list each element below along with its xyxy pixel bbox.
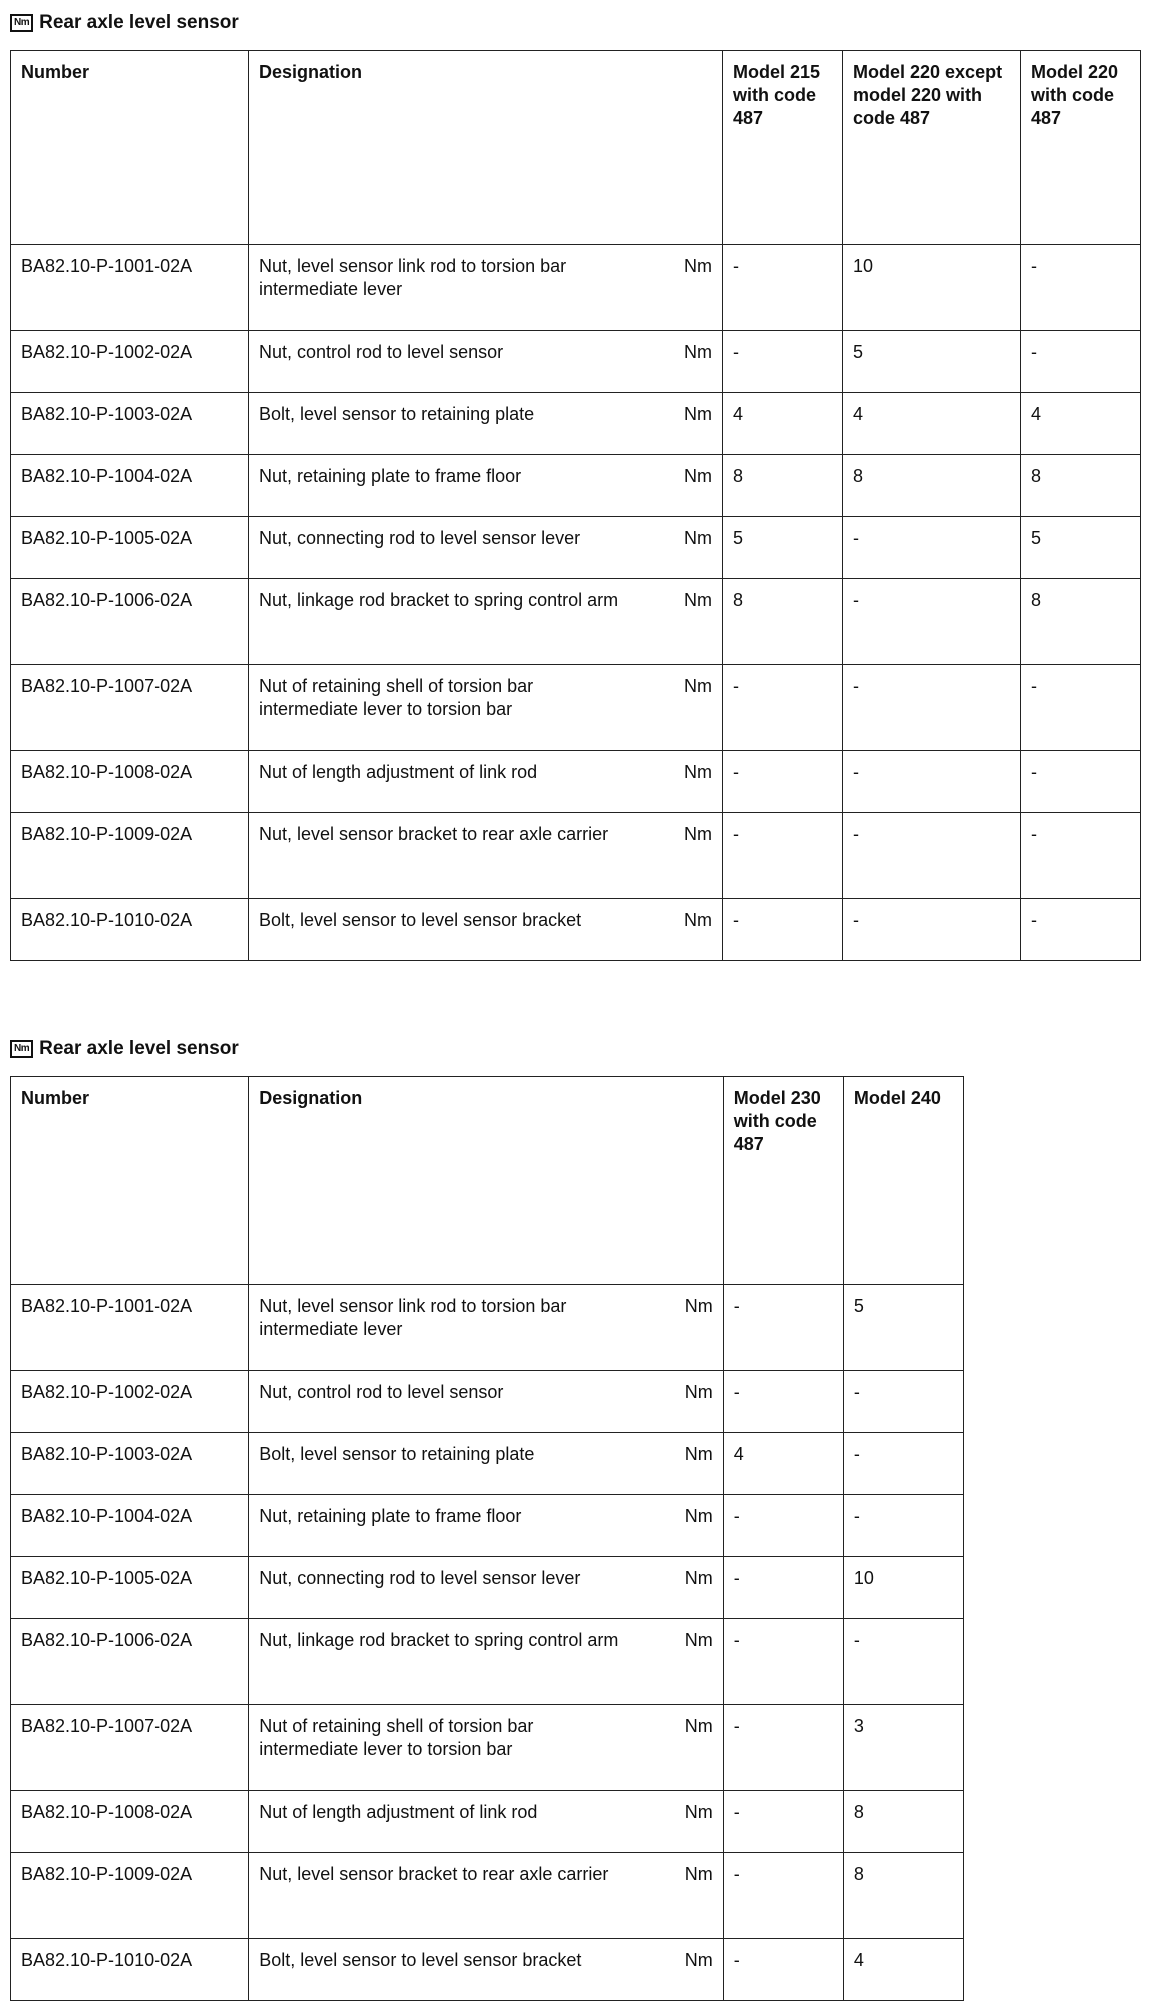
cell-number: BA82.10-P-1002-02A	[11, 331, 249, 393]
cell-number: BA82.10-P-1006-02A	[11, 1619, 249, 1705]
cell-number: BA82.10-P-1007-02A	[11, 665, 249, 751]
designation-text: Nut of length adjustment of link rod	[259, 762, 538, 782]
unit-label: Nm	[684, 466, 712, 486]
cell-torque-value: -	[843, 751, 1021, 813]
cell-torque-value: 8	[723, 579, 843, 665]
table-row	[11, 665, 1141, 751]
header-model: Model 230 with code 487	[723, 1077, 843, 1285]
cell-designation	[249, 813, 723, 899]
table-row	[11, 1557, 964, 1619]
cell-torque-value: 3	[843, 1705, 963, 1791]
cell-torque-value: 8	[843, 1853, 963, 1939]
cell-designation	[249, 1285, 723, 1371]
cell-torque-value: 4	[843, 393, 1021, 455]
designation-text: Bolt, level sensor to level sensor bracket	[259, 1950, 582, 1970]
header-designation: Designation	[249, 1077, 723, 1285]
table-row	[11, 1433, 964, 1495]
header-model: Model 220 with code 487	[1021, 51, 1141, 245]
cell-torque-value: -	[723, 1557, 843, 1619]
cell-torque-value: -	[723, 1285, 843, 1371]
table-row	[11, 517, 1141, 579]
table-row	[11, 245, 1141, 331]
designation-text: Nut, level sensor bracket to rear axle carrier	[259, 824, 609, 844]
cell-designation	[249, 331, 723, 393]
unit-label: Nm	[684, 1506, 713, 1526]
section-title: Rear axle level sensor	[39, 1038, 239, 1059]
cell-designation	[249, 1557, 723, 1619]
unit-label: Nm	[684, 1444, 713, 1464]
designation-text: Nut, connecting rod to level sensor lever	[259, 528, 581, 548]
cell-torque-value: 8	[843, 455, 1021, 517]
cell-number: BA82.10-P-1002-02A	[11, 1371, 249, 1433]
designation-text: Nut, level sensor link rod to torsion bar intermediate lever	[259, 256, 567, 299]
nm-torque-icon: Nm	[10, 1040, 33, 1058]
cell-torque-value: -	[1021, 899, 1141, 961]
table-row	[11, 331, 1141, 393]
unit-label: Nm	[684, 1296, 713, 1316]
cell-torque-value: 4	[723, 393, 843, 455]
table-row	[11, 1791, 964, 1853]
designation-text: Nut of retaining shell of torsion bar intermediate lever to torsion bar	[259, 1716, 534, 1759]
cell-torque-value: -	[843, 1495, 963, 1557]
unit-label: Nm	[684, 1630, 713, 1650]
cell-number: BA82.10-P-1003-02A	[11, 1433, 249, 1495]
cell-number: BA82.10-P-1005-02A	[11, 517, 249, 579]
designation-text: Bolt, level sensor to retaining plate	[259, 404, 535, 424]
cell-torque-value: -	[843, 517, 1021, 579]
cell-torque-value: 8	[1021, 579, 1141, 665]
designation-text: Nut, linkage rod bracket to spring control arm	[259, 1630, 619, 1650]
designation-text: Nut, control rod to level sensor	[259, 1382, 504, 1402]
cell-designation	[249, 1619, 723, 1705]
table-header-row	[11, 51, 1141, 245]
cell-torque-value: -	[843, 899, 1021, 961]
table-row	[11, 1705, 964, 1791]
cell-number: BA82.10-P-1006-02A	[11, 579, 249, 665]
unit-label: Nm	[684, 1568, 713, 1588]
cell-torque-value: 8	[1021, 455, 1141, 517]
cell-torque-value: -	[723, 245, 843, 331]
cell-torque-value: 10	[843, 245, 1021, 331]
cell-designation	[249, 1791, 723, 1853]
cell-number: BA82.10-P-1007-02A	[11, 1705, 249, 1791]
table-row	[11, 393, 1141, 455]
unit-label: Nm	[684, 824, 712, 844]
table-row	[11, 1371, 964, 1433]
cell-number: BA82.10-P-1008-02A	[11, 751, 249, 813]
cell-torque-value: -	[723, 1371, 843, 1433]
header-number: Number	[11, 51, 249, 245]
cell-designation	[249, 899, 723, 961]
cell-torque-value: 5	[723, 517, 843, 579]
cell-torque-value: -	[843, 813, 1021, 899]
torque-table	[10, 50, 1141, 961]
cell-torque-value: -	[843, 579, 1021, 665]
cell-torque-value: 4	[843, 1939, 963, 2001]
table-row	[11, 1619, 964, 1705]
table-body	[11, 245, 1141, 961]
header-model: Model 240	[843, 1077, 963, 1285]
cell-number: BA82.10-P-1008-02A	[11, 1791, 249, 1853]
unit-label: Nm	[684, 528, 712, 548]
designation-text: Nut, control rod to level sensor	[259, 342, 504, 362]
cell-designation	[249, 393, 723, 455]
table-header-row	[11, 1077, 964, 1285]
cell-torque-value: 5	[843, 1285, 963, 1371]
designation-text: Bolt, level sensor to retaining plate	[259, 1444, 535, 1464]
cell-torque-value: -	[1021, 245, 1141, 331]
table-row	[11, 899, 1141, 961]
table-row	[11, 751, 1141, 813]
cell-designation	[249, 1433, 723, 1495]
unit-label: Nm	[684, 676, 712, 696]
cell-number: BA82.10-P-1005-02A	[11, 1557, 249, 1619]
unit-label: Nm	[684, 1864, 713, 1884]
designation-text: Nut, retaining plate to frame floor	[259, 466, 522, 486]
cell-designation	[249, 1705, 723, 1791]
unit-label: Nm	[684, 1802, 713, 1822]
cell-designation	[249, 1939, 723, 2001]
cell-torque-value: 10	[843, 1557, 963, 1619]
cell-torque-value: 8	[723, 455, 843, 517]
designation-text: Nut of length adjustment of link rod	[259, 1802, 538, 1822]
cell-torque-value: -	[723, 665, 843, 751]
designation-text: Nut, level sensor link rod to torsion bar intermediate lever	[259, 1296, 567, 1339]
cell-torque-value: -	[723, 899, 843, 961]
table-row	[11, 579, 1141, 665]
cell-torque-value: 4	[723, 1433, 843, 1495]
cell-torque-value: -	[723, 331, 843, 393]
designation-text: Nut, linkage rod bracket to spring control arm	[259, 590, 619, 610]
cell-designation	[249, 245, 723, 331]
cell-torque-value: -	[723, 1619, 843, 1705]
cell-designation	[249, 665, 723, 751]
table-row	[11, 1939, 964, 2001]
table-body	[11, 1285, 964, 2001]
unit-label: Nm	[684, 1716, 713, 1736]
unit-label: Nm	[684, 910, 712, 930]
cell-designation	[249, 1853, 723, 1939]
cell-number: BA82.10-P-1009-02A	[11, 1853, 249, 1939]
cell-torque-value: -	[1021, 665, 1141, 751]
unit-label: Nm	[684, 590, 712, 610]
section-title: Rear axle level sensor	[39, 12, 239, 33]
header-designation: Designation	[249, 51, 723, 245]
cell-torque-value: -	[723, 1705, 843, 1791]
designation-text: Nut of retaining shell of torsion bar intermediate lever to torsion bar	[259, 676, 534, 719]
cell-torque-value: -	[723, 813, 843, 899]
cell-number: BA82.10-P-1004-02A	[11, 1495, 249, 1557]
torque-section-1	[10, 8, 1141, 961]
cell-torque-value: -	[723, 1853, 843, 1939]
header-model: Model 220 except model 220 with code 487	[843, 51, 1021, 245]
cell-torque-value: -	[723, 751, 843, 813]
cell-torque-value: -	[1021, 331, 1141, 393]
cell-torque-value: -	[723, 1791, 843, 1853]
section-title-row	[10, 8, 1141, 38]
section-title-row	[10, 1034, 964, 1064]
cell-torque-value: -	[723, 1495, 843, 1557]
header-model: Model 215 with code 487	[723, 51, 843, 245]
table-row	[11, 455, 1141, 517]
cell-designation	[249, 455, 723, 517]
cell-designation	[249, 751, 723, 813]
table-row	[11, 1853, 964, 1939]
table-row	[11, 813, 1141, 899]
cell-number: BA82.10-P-1001-02A	[11, 1285, 249, 1371]
cell-designation	[249, 1371, 723, 1433]
unit-label: Nm	[684, 256, 712, 276]
header-number: Number	[11, 1077, 249, 1285]
table-row	[11, 1495, 964, 1557]
cell-torque-value: 5	[843, 331, 1021, 393]
cell-torque-value: 8	[843, 1791, 963, 1853]
cell-number: BA82.10-P-1010-02A	[11, 899, 249, 961]
unit-label: Nm	[684, 1950, 713, 1970]
cell-number: BA82.10-P-1003-02A	[11, 393, 249, 455]
cell-torque-value: -	[1021, 813, 1141, 899]
designation-text: Bolt, level sensor to level sensor bracket	[259, 910, 582, 930]
cell-designation	[249, 517, 723, 579]
torque-section-2	[10, 1034, 964, 2001]
cell-number: BA82.10-P-1009-02A	[11, 813, 249, 899]
table-row	[11, 1285, 964, 1371]
cell-torque-value: -	[723, 1939, 843, 2001]
cell-number: BA82.10-P-1004-02A	[11, 455, 249, 517]
unit-label: Nm	[684, 1382, 713, 1402]
unit-label: Nm	[684, 762, 712, 782]
unit-label: Nm	[684, 404, 712, 424]
designation-text: Nut, retaining plate to frame floor	[259, 1506, 522, 1526]
cell-torque-value: -	[843, 1619, 963, 1705]
cell-torque-value: -	[1021, 751, 1141, 813]
designation-text: Nut, connecting rod to level sensor lever	[259, 1568, 581, 1588]
cell-torque-value: 5	[1021, 517, 1141, 579]
cell-torque-value: -	[843, 1371, 963, 1433]
cell-torque-value: -	[843, 1433, 963, 1495]
torque-table	[10, 1076, 964, 2001]
cell-number: BA82.10-P-1010-02A	[11, 1939, 249, 2001]
cell-torque-value: 4	[1021, 393, 1141, 455]
unit-label: Nm	[684, 342, 712, 362]
nm-torque-icon: Nm	[10, 14, 33, 32]
cell-designation	[249, 579, 723, 665]
cell-torque-value: -	[843, 665, 1021, 751]
designation-text: Nut, level sensor bracket to rear axle carrier	[259, 1864, 609, 1884]
cell-designation	[249, 1495, 723, 1557]
cell-number: BA82.10-P-1001-02A	[11, 245, 249, 331]
